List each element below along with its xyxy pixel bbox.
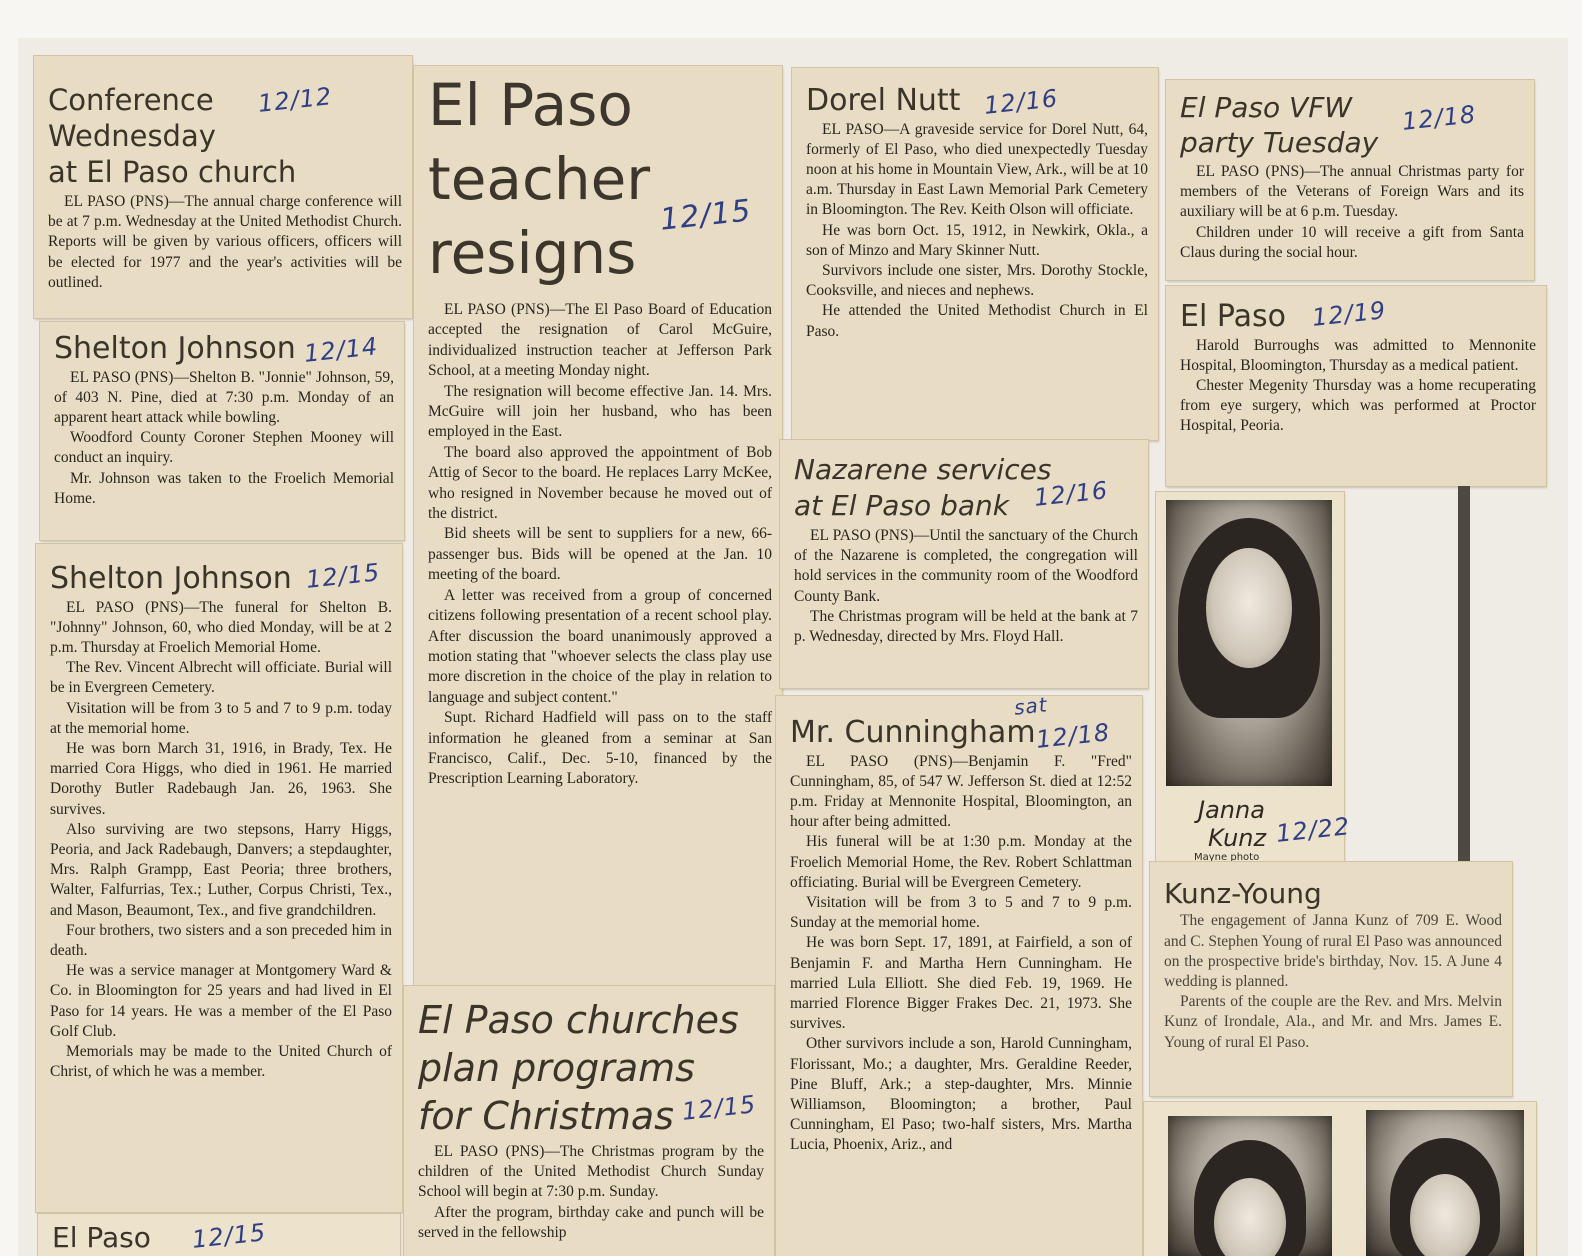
paragraph: EL PASO (PNS)—Benjamin F. "Fred" Cunningham, 85, of 547 W. Jefferson St. died at 12:52 p.m. Friday at Mennonite Hospital, Bloomington, an hour after being admitted. bbox=[790, 752, 1132, 831]
article-body bbox=[48, 192, 402, 293]
portrait-photo bbox=[1366, 1110, 1524, 1256]
paragraph: Memorials may be made to the United Church of Christ, of which he was a member. bbox=[50, 1043, 392, 1081]
paragraph: Children under 10 will receive a gift from Santa Claus during the social hour. bbox=[1180, 223, 1524, 261]
paragraph: EL PASO (PNS)—The Christmas program by the children of the United Methodist Church Sunday School will begin at 7:30 p.m. Sunday. bbox=[418, 1143, 764, 1201]
paragraph: He was born Oct. 15, 1912, in Newkirk, Okla., a son of Minzo and Mary Skinner Nutt. bbox=[806, 221, 1148, 259]
headline: El Paso bbox=[1180, 299, 1286, 334]
paragraph: His funeral will be at 1:30 p.m. Monday at the Froelich Memorial Home, the Rev. Robert Schlattman officiating. Burial will be Evergreen Cemetery. bbox=[790, 833, 1132, 891]
headline: El Paso teacher resigns bbox=[428, 71, 651, 287]
paragraph: The engagement of Janna Kunz of 709 E. Wood and C. Stephen Young of rural El Paso was announced on the prospective bride's birthday, Nov. 15. A June 4 wedding is planned. bbox=[1164, 912, 1502, 990]
headline: Nazarene services at El Paso bank bbox=[794, 453, 1052, 522]
paragraph: EL PASO (PNS)—The annual charge conference will be at 7 p.m. Wednesday at the United Methodist Church. Reports will be given by various officers, officers will be elected for 1977 and the year's activities will be outlined. bbox=[48, 193, 402, 291]
paragraph: Visitation will be from 3 to 5 and 7 to 9 p.m. Sunday at the memorial home. bbox=[790, 894, 1132, 932]
headline: Kunz-Young bbox=[1164, 877, 1322, 910]
paragraph: Other survivors include a son, Harold Cunningham, Florissant, Mo.; a daughter, Mrs. Geraldine Reeder, Pine Bluff, Ark.; a step-daughter, Mrs. Minnie Williamson, Bloomington; a brother, Paul Cunningham, El Paso; two-half sisters, Mrs. Martha Lucia, Phoenix, Ariz., and bbox=[790, 1035, 1132, 1154]
article-body bbox=[1180, 336, 1536, 437]
handwritten-date: 12/15 bbox=[304, 558, 382, 594]
article-body bbox=[790, 752, 1132, 1156]
article-body bbox=[54, 368, 394, 509]
article-body bbox=[418, 1142, 764, 1243]
face bbox=[1206, 548, 1292, 668]
paragraph: EL PASO (PNS)—Until the sanctuary of the Church of the Nazarene is completed, the congregation will hold services in the community room of the Woodford County Bank. bbox=[794, 527, 1138, 605]
headline: Dorel Nutt bbox=[806, 83, 961, 118]
paragraph: Supt. Richard Hadfield will pass on to the staff information he gleaned from a seminar at San Francisco, Calif., Dec. 5-10, financed by the Prescription Learning Laboratory. bbox=[428, 709, 772, 788]
headline: El Paso bbox=[52, 1221, 151, 1254]
paragraph: Mr. Johnson was taken to the Froelich Memorial Home. bbox=[54, 469, 394, 507]
paragraph: The board also approved the appointment of Bob Attig of Secor to the board. He replaces Larry McKee, who resigned in November because he moved out of the district. bbox=[428, 443, 772, 523]
paragraph: The Rev. Vincent Albrecht will officiate. Burial will be in Evergreen Cemetery. bbox=[50, 659, 392, 697]
clipping-vfw-party bbox=[1166, 80, 1534, 280]
handwritten-date: 12/22 bbox=[1274, 812, 1352, 848]
paragraph: EL PASO (PNS)—The El Paso Board of Education accepted the resignation of Carol McGuire, individualized instruction teacher at Jefferson Park School, at a meeting Monday night. bbox=[428, 301, 772, 380]
paragraph: He attended the United Methodist Church in El Paso. bbox=[806, 302, 1148, 340]
handwritten-date: 12/16 bbox=[1032, 476, 1110, 512]
divider-line bbox=[1458, 486, 1470, 906]
headline: Conference Wednesday at El Paso church bbox=[48, 83, 297, 189]
handwritten-date: 12/16 bbox=[982, 84, 1060, 120]
portrait-photo bbox=[1166, 500, 1332, 786]
paragraph: EL PASO (PNS)—Shelton B. "Jonnie" Johnson, 59, of 403 N. Pine, died at 7:30 p.m. Monday of an apparent heart attack while bowling. bbox=[54, 368, 394, 426]
headline: Shelton Johnson bbox=[54, 331, 296, 366]
handwritten-date: 12/12 bbox=[256, 82, 334, 118]
paragraph: The resignation will become effective Jan. 14. Mrs. McGuire will join her husband, who has been employed in the East. bbox=[428, 382, 772, 441]
paragraph: A letter was received from a group of concerned citizens following presentation of a recent school play. After discussion the board unanimously approved a motion stating that "whoever selects the class play use more discretion in the choice of the play in relation to language and subject content." bbox=[428, 586, 772, 706]
clipping-photo-janna-kunz bbox=[1156, 492, 1344, 862]
paragraph: Visitation will be from 3 to 5 and 7 to 9 p.m. today at the memorial home. bbox=[50, 699, 392, 737]
paragraph: EL PASO (PNS)—The annual Christmas party for members of the Veterans of Foreign Wars and its auxiliary will be at 6 p.m. Tuesday. bbox=[1180, 163, 1524, 221]
handwritten-date: 12/15 bbox=[658, 193, 754, 238]
paragraph: Chester Megenity Thursday was a home recuperating from eye surgery, which was performed at Proctor Hospital, Peoria. bbox=[1180, 377, 1536, 435]
handwritten-date: 12/19 bbox=[1310, 296, 1388, 332]
clipping-photos-bottom bbox=[1144, 1102, 1536, 1256]
paragraph: Harold Burroughs was admitted to Mennonite Hospital, Bloomington, Thursday as a medical patient. bbox=[1180, 336, 1536, 374]
paragraph: Survivors include one sister, Mrs. Dorothy Stockle, Cooksville, and nieces and nephews. bbox=[806, 262, 1148, 300]
photo-caption: Janna bbox=[1198, 796, 1265, 824]
paragraph: The Christmas program will be held at the bank at 7 p. Wednesday, directed by Mrs. Floyd Hall. bbox=[794, 607, 1138, 646]
paragraph: Four brothers, two sisters and a son preceded him in death. bbox=[50, 921, 392, 960]
article-body bbox=[794, 526, 1138, 647]
clipping-kunz-young bbox=[1150, 862, 1512, 1096]
paragraph: Also surviving are two stepsons, Harry Higgs, Peoria, and Jack Radebaugh, Danvers; a stepdaughter, Mrs. Ralph Grampp, East Peoria; three brothers, Walter, Falfurrias, Tex.; Luther, Corpus Christi, Tex., and Mason, Beaumont, Tex., and five grandchildren. bbox=[50, 820, 392, 919]
headline: El Paso churches plan programs for Christmas bbox=[418, 998, 739, 1138]
article-body bbox=[1180, 162, 1524, 263]
handwritten-date: 12/15 bbox=[190, 1218, 268, 1254]
paragraph: He was born Sept. 17, 1891, at Fairfield, a son of Benjamin F. and Martha Hern Cunningham. He married Lula Elliott. She died Feb. 19, 1969. He married Florence Bigger Frakes Dec. 21, 1973. She survives. bbox=[790, 934, 1132, 1033]
face bbox=[1410, 1174, 1480, 1256]
photo-caption: Kunz bbox=[1208, 824, 1267, 852]
clipping-dorel-nutt bbox=[792, 68, 1158, 440]
paragraph: He was born March 31, 1916, in Brady, Tex. He married Cora Higgs, who died in 1961. He married Dorothy Butler Radebaugh Jan. 26, 1963. She survives. bbox=[50, 740, 392, 818]
paragraph: EL PASO (PNS)—The funeral for Shelton B. "Johnny" Johnson, 60, who died Monday, will be at 2 p.m. Thursday at Froelich Memorial Home. bbox=[50, 598, 392, 656]
paragraph: Parents of the couple are the Rev. and Mrs. Melvin Kunz of Irondale, Ala., and Mr. and Mrs. James E. Young of rural El Paso. bbox=[1164, 993, 1502, 1051]
handwritten-date: 12/18 bbox=[1400, 100, 1478, 136]
headline: Mr. Cunningham bbox=[790, 715, 1036, 750]
portrait-photo bbox=[1168, 1116, 1332, 1256]
clipping-conference bbox=[34, 56, 412, 318]
paragraph: Bid sheets will be sent to suppliers for a new, 66-passenger bus. Bids will be opened at the Jan. 10 meeting of the board. bbox=[428, 525, 772, 584]
handwritten-date: 12/15 bbox=[680, 1090, 758, 1126]
paragraph: After the program, birthday cake and punch will be served in the fellowship bbox=[418, 1203, 764, 1241]
photo-credit: Mayne photo bbox=[1194, 852, 1260, 862]
handwritten-date: 12/14 bbox=[302, 332, 380, 368]
article-body bbox=[1164, 911, 1502, 1052]
handwritten-date: 12/18 bbox=[1034, 718, 1112, 754]
handwritten-day: sat bbox=[1012, 692, 1049, 720]
paragraph: Woodford County Coroner Stephen Mooney will conduct an inquiry. bbox=[54, 429, 394, 467]
headline: Shelton Johnson bbox=[50, 561, 292, 596]
clipping-mr-cunningham bbox=[776, 696, 1142, 1256]
paragraph: He was a service manager at Montgomery Ward & Co. in Bloomington for 25 years and had lived in El Paso for 14 years. He was a member of the El Paso Golf Club. bbox=[50, 962, 392, 1040]
article-body bbox=[806, 120, 1148, 342]
article-body bbox=[428, 300, 772, 790]
clipping-shelton-johnson-2 bbox=[36, 544, 402, 1212]
paragraph: EL PASO—A graveside service for Dorel Nutt, 64, formerly of El Paso, who died unexpectedly Tuesday noon at his home in Mountain View, Ark., will be at 10 a.m. Thursday in East Lawn Memorial Park Cemetery in Bloomington. The Rev. Keith Olson will officiate. bbox=[806, 120, 1148, 219]
headline: El Paso VFW party Tuesday bbox=[1180, 91, 1379, 159]
article-body bbox=[50, 598, 392, 1083]
